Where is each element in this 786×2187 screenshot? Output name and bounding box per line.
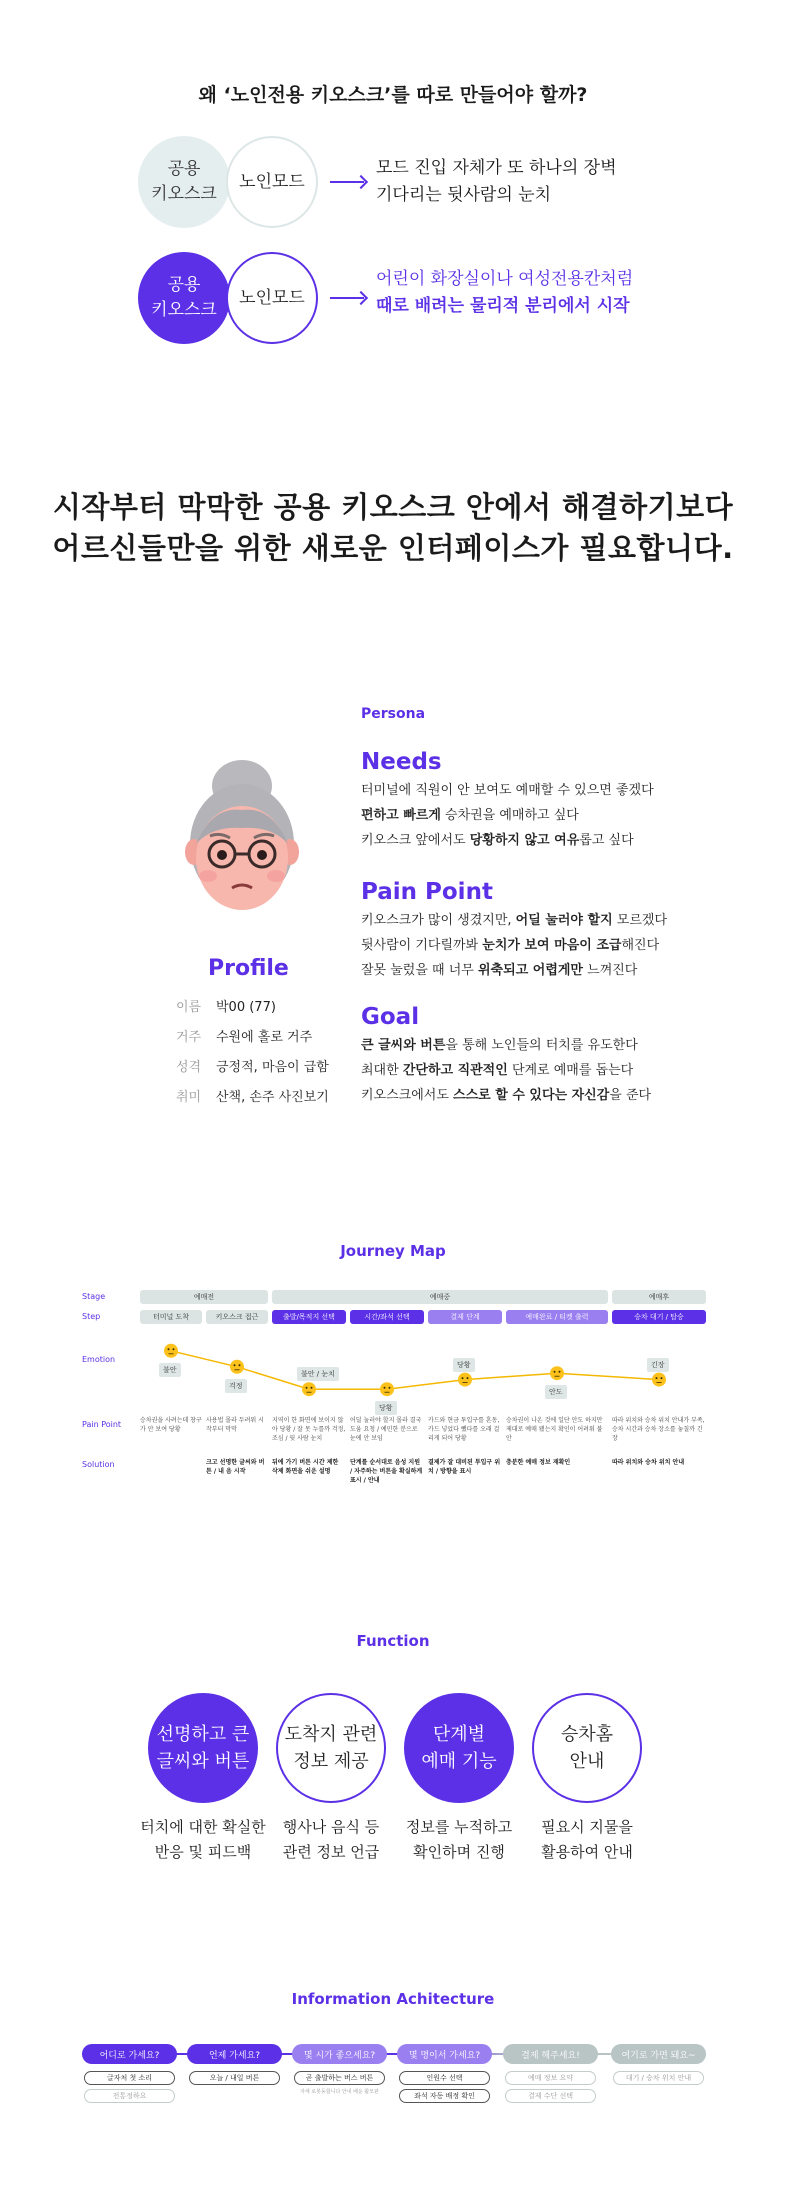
persona-label: Persona — [361, 706, 426, 722]
public-kiosk2-line1: 공용 — [167, 275, 201, 295]
emotion-label: 불안 — [159, 1363, 181, 1377]
row-label-step: Step — [82, 1312, 101, 1321]
solution-text: 충분한 예매 정보 재확인 — [506, 1459, 571, 1466]
pain-point-text: 따라 위치와 승차 위치 안내가 부족, 승차 시간과 승차 장소를 놓칠까 긴장 — [612, 1417, 705, 1442]
arrow-right-icon — [330, 181, 364, 183]
statement-line2: 어르신들만을 위한 새로운 인터페이스가 필요합니다. — [52, 531, 734, 565]
row1-problems — [376, 155, 617, 209]
public-kiosk2-line2: 키오스크 — [151, 300, 217, 320]
ia-sub: 결제 수단 선택 — [505, 2089, 596, 2103]
ia-step: 여기로 가면 돼요~ — [611, 2044, 706, 2064]
row-label-stage: Stage — [82, 1292, 106, 1301]
function-desc: 행사나 음식 등 관련 정보 언급 — [282, 1818, 380, 1861]
step-box: 터미널 도착 — [140, 1310, 202, 1324]
row2-line1: 어린이 화장실이나 여성전용칸처럼 — [376, 269, 634, 289]
stage-before: 예매전 — [140, 1290, 268, 1304]
goal-title: Goal — [361, 1004, 420, 1030]
goal-list — [361, 1033, 651, 1108]
intro-question: 왜 ‘노인전용 키오스크’를 따로 만들어야 할까? — [198, 84, 588, 106]
row2-solution — [376, 266, 633, 320]
pain-point-text: 사용법 몰라 두려워 시작부터 막막 — [206, 1417, 264, 1433]
emotion-label: 당황 — [453, 1358, 475, 1372]
statement-line1: 시작부터 막막한 공용 키오스크 안에서 해결하기보다 — [52, 490, 734, 524]
pain-point-text: 승차권이 나온 것에 일단 안도 하지만 제대로 예매 됐는지 확인이 어려워 불안 — [506, 1417, 603, 1442]
ia-sub: 인원수 선택 — [399, 2071, 490, 2085]
profile-key: 이름 — [176, 1000, 202, 1015]
senior-mode-label: 노인모드 — [239, 171, 305, 192]
emotion-face-icon — [380, 1382, 394, 1396]
senior-mode2-label: 노인모드 — [239, 287, 305, 308]
goal-line: 큰 글씨와 버튼을 통해 노인들의 터치를 유도한다 — [361, 1038, 638, 1053]
step-box: 시간/좌석 선택 — [350, 1310, 424, 1324]
goal-line: 키오스크에서도 스스로 할 수 있다는 자신감을 준다 — [361, 1088, 652, 1103]
emotion-face-icon — [652, 1373, 666, 1387]
step-box: 승차 대기 / 탑승 — [612, 1310, 706, 1324]
emotion-face-icon — [550, 1366, 564, 1380]
ia-sub: 좌석 자동 배정 확인 — [399, 2089, 490, 2103]
stage-during: 예매중 — [272, 1290, 608, 1304]
profile-list — [176, 996, 329, 1116]
step-box: 키오스크 접근 — [206, 1310, 268, 1324]
row1-line2: 기다리는 뒷사람의 눈치 — [376, 185, 552, 205]
profile-key: 성격 — [176, 1060, 202, 1075]
ia-step: 결제 해주세요! — [503, 2044, 598, 2064]
row-label-pain: Pain Point — [82, 1420, 122, 1429]
function-circle: 도착지 관련 정보 제공 — [276, 1693, 386, 1803]
pain-point-text: 카드와 현금 투입구를 혼동, 카드 넣었다 뺐다를 오래 걸리게 되어 당황 — [428, 1417, 500, 1442]
row-label-solution: Solution — [82, 1460, 115, 1469]
step-box: 예매완료 / 티켓 출력 — [506, 1310, 608, 1324]
statement — [0, 487, 786, 569]
public-kiosk-circle-purple — [138, 252, 230, 344]
public-kiosk-line1: 공용 — [167, 159, 201, 179]
grandma-avatar — [172, 748, 312, 918]
ia-sub: 대기 / 승차 위치 안내 — [613, 2071, 704, 2085]
emotion-label: 긴장 — [647, 1358, 669, 1372]
pain-line: 뒷사람이 기다릴까봐 눈치가 보여 마음이 조급해진다 — [361, 938, 660, 953]
public-kiosk-line2: 키오스크 — [151, 184, 217, 204]
arrow-right-icon — [330, 297, 364, 299]
profile-key: 취미 — [176, 1090, 202, 1105]
ia-title: Information Achitecture — [291, 1990, 495, 2008]
emotion-face-icon — [230, 1360, 244, 1374]
needs-list — [361, 778, 654, 853]
ia-step: 몇 시가 좋으세요? — [292, 2044, 387, 2064]
row-label-emotion: Emotion — [82, 1355, 116, 1364]
ia-sub: 글자처 첫 소리 — [84, 2071, 175, 2085]
profile-key: 거주 — [176, 1030, 202, 1045]
ia-sub: 예매 정보 요약 — [505, 2071, 596, 2085]
solution-text: 크고 선명한 글씨와 버튼 / 내 음 시작 — [206, 1459, 265, 1475]
journey-title: Journey Map — [340, 1242, 446, 1260]
ia-step: 몇 명이서 가세요? — [397, 2044, 492, 2064]
solution-text: 따라 위치와 승차 위치 안내 — [612, 1459, 685, 1466]
emotion-face-icon — [302, 1382, 316, 1396]
ia-step: 어디로 가세요? — [82, 2044, 177, 2064]
profile-title: Profile — [208, 956, 289, 981]
pain-list — [361, 908, 667, 983]
row2-line2: 때로 배려는 물리적 분리에서 시작 — [376, 296, 630, 316]
row1-line1: 모드 진입 자체가 또 하나의 장벽 — [376, 158, 617, 178]
pain-point-text: 어딜 눌러야 할지 몰라 결국 도움 요청 / 예민한 분으로 눈에 안 보임 — [350, 1417, 422, 1442]
ia-note: 자세 로봇동합니다 안내 배운 활모판 — [300, 2089, 379, 2095]
solution-text: 단계를 순서대로 음성 지원 / 자주하는 버튼을 확실하게 표시 / 안내 — [350, 1459, 423, 1484]
ia-sub: 곧 출발하는 버스 버튼 — [294, 2071, 385, 2085]
pain-point-text: 승차권을 사려는데 창구가 안 보여 당황 — [140, 1417, 202, 1433]
pain-line: 키오스크가 많이 생겼지만, 어딜 눌러야 할지 모르겠다 — [361, 913, 668, 928]
ia-step: 언제 가세요? — [187, 2044, 282, 2064]
profile-value: 수원에 홀로 거주 — [216, 1030, 313, 1045]
emotion-label: 안도 — [545, 1385, 567, 1399]
function-desc: 정보를 누적하고 확인하며 진행 — [405, 1818, 513, 1861]
pain-title: Pain Point — [361, 879, 493, 905]
emotion-label: 걱정 — [225, 1379, 247, 1393]
public-kiosk-circle — [138, 136, 230, 228]
function-desc: 필요시 지물을 활용하여 안내 — [541, 1818, 633, 1861]
ia-sub: 오늘 / 내일 버튼 — [189, 2071, 280, 2085]
solution-text: 결제가 잘 대비된 투입구 위치 / 방향을 표시 — [428, 1459, 501, 1475]
emotion-curve — [140, 1330, 706, 1410]
pain-point-text: 지역이 한 화면에 보이지 않아 당황 / 잘 못 누를까 걱정, 조심 / 뒷 사람 눈치 — [272, 1417, 346, 1442]
profile-value: 긍정적, 마음이 급함 — [216, 1060, 329, 1075]
function-title: Function — [356, 1632, 430, 1650]
emotion-face-icon — [458, 1373, 472, 1387]
function-circle: 단계별 예매 기능 — [404, 1693, 514, 1803]
pain-line: 잘못 눌렀을 때 너무 위축되고 어렵게만 느껴진다 — [361, 963, 638, 978]
needs-line: 키오스크 앞에서도 당황하지 않고 여유롭고 싶다 — [361, 833, 634, 848]
ia-sub: 전통정하요 — [84, 2089, 175, 2103]
profile-value: 산책, 손주 사진보기 — [216, 1090, 329, 1105]
function-circle: 승차홈 안내 — [532, 1693, 642, 1803]
function-circle: 선명하고 큰 글씨와 버튼 — [148, 1693, 258, 1803]
step-box: 결제 단계 — [428, 1310, 502, 1324]
emotion-face-icon — [164, 1344, 178, 1358]
needs-line: 편하고 빠르게 승차권을 예매하고 싶다 — [361, 808, 579, 823]
emotion-label: 당황 — [375, 1401, 397, 1415]
step-box: 출발/목적지 선택 — [272, 1310, 346, 1324]
function-desc: 터치에 대한 확실한 반응 및 피드백 — [140, 1818, 266, 1861]
goal-line: 최대한 간단하고 직관적인 단계로 예매를 돕는다 — [361, 1063, 634, 1078]
senior-mode-circle-purple — [226, 252, 318, 344]
needs-title: Needs — [361, 749, 442, 775]
emotion-label: 불안 / 눈치 — [297, 1367, 339, 1381]
profile-value: 박00 (77) — [216, 1000, 276, 1015]
solution-text: 뒤에 가기 버튼 시간 제한 삭제 화면을 쉬운 설명 — [272, 1459, 339, 1475]
senior-mode-circle — [226, 136, 318, 228]
stage-after: 예매후 — [612, 1290, 706, 1304]
needs-line: 터미널에 직원이 안 보여도 예매할 수 있으면 좋겠다 — [361, 783, 654, 798]
